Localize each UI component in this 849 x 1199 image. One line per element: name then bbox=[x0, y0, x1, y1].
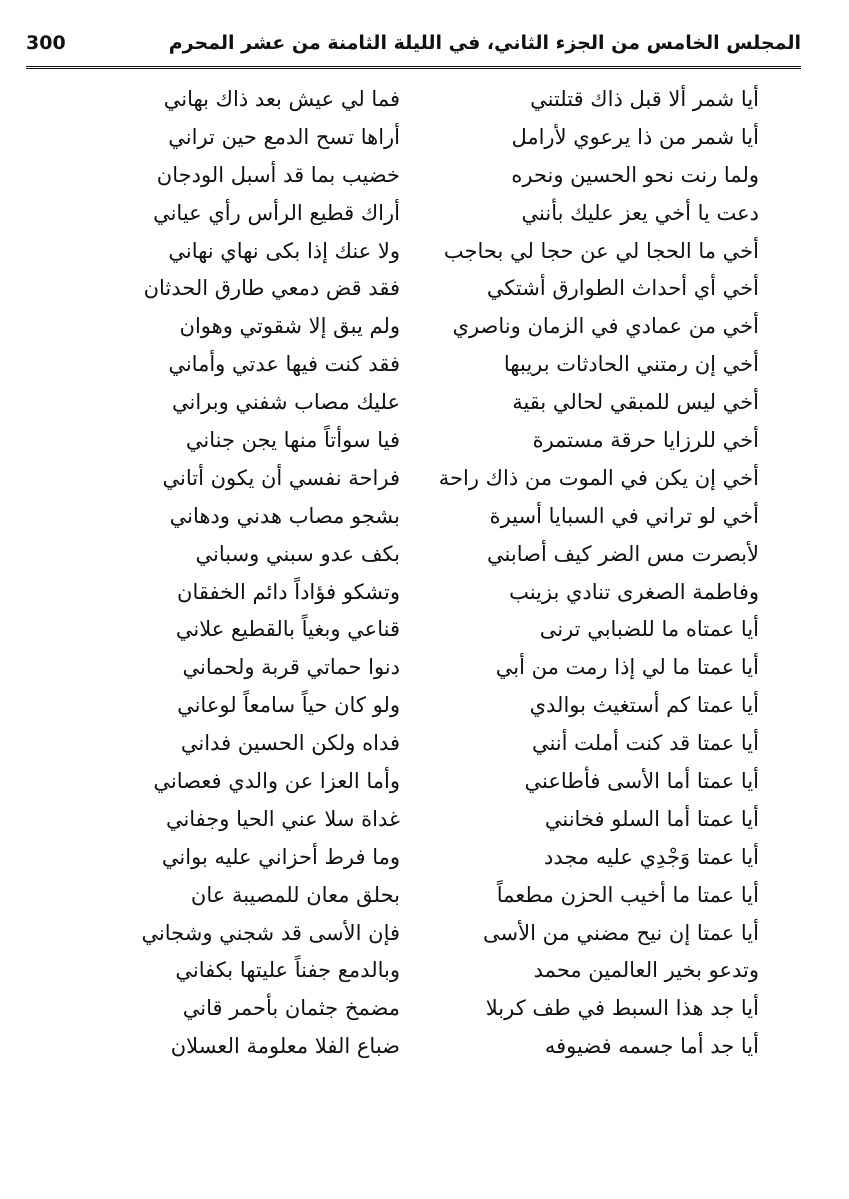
verse-line bbox=[70, 307, 759, 345]
verse-line bbox=[70, 648, 759, 686]
verse-first-hemistich: أيا عمتا وَجْدِي عليه مجدد bbox=[543, 844, 759, 869]
verse-first-hemistich: أخي للرزايا حرقة مستمرة bbox=[532, 428, 759, 453]
verse-second-hemistich: فإن الأسى قد شجني وشجاني bbox=[141, 920, 400, 945]
verse-first-hemistich: أخي ما الحجا لي عن حجا لي بحاجب bbox=[443, 238, 759, 263]
verse-first-hemistich: أيا عمتا قد كنت أملت أنني bbox=[531, 731, 759, 756]
verse-first-hemistich: أخي إن رمتني الحادثات بريبها bbox=[503, 352, 759, 377]
verse-second-hemistich: فما لي عيش بعد ذاك بهاني bbox=[163, 87, 400, 111]
verse-second-hemistich: بكف عدو سبني وسباني bbox=[195, 541, 400, 566]
verse-line bbox=[70, 194, 759, 232]
verse-second-hemistich: ضباع الفلا معلومة العسلان bbox=[170, 1034, 400, 1059]
verse-first-hemistich: أيا عمتا ما لي إذا رمت من أبي bbox=[495, 655, 759, 680]
verse-first-hemistich: أيا عمتا إن نيح مضني من الأسى bbox=[483, 920, 759, 945]
verse-line bbox=[70, 345, 759, 383]
verse-line bbox=[70, 610, 759, 648]
verse-second-hemistich: وبالدمع جفناً عليتها بكفاني bbox=[175, 958, 400, 983]
verse-line bbox=[70, 724, 759, 762]
verse-first-hemistich: ولما رنت نحو الحسين ونحره bbox=[511, 162, 759, 187]
poem-body bbox=[70, 80, 759, 1065]
page-header bbox=[26, 28, 801, 64]
verse-first-hemistich: أيا عمتا أما السلو فخانني bbox=[544, 806, 759, 831]
verse-first-hemistich: أخي من عمادي في الزمان وناصري bbox=[452, 314, 759, 339]
verse-first-hemistich: لأبصرت مس الضر كيف أصابني bbox=[487, 541, 759, 566]
verse-second-hemistich: خضيب بما قد أسبل الودجان bbox=[156, 162, 400, 187]
verse-second-hemistich: ولا عنك إذا بكى نهاي نهاني bbox=[168, 238, 400, 263]
verse-line bbox=[70, 497, 759, 535]
verse-line bbox=[70, 1027, 759, 1065]
verse-line bbox=[70, 232, 759, 270]
verse-second-hemistich: فداه ولكن الحسين فداني bbox=[180, 731, 400, 756]
verse-first-hemistich: وتدعو بخير العالمين محمد bbox=[533, 958, 759, 983]
verse-second-hemistich: ولم يبق إلا شقوتي وهوان bbox=[179, 314, 400, 339]
verse-line bbox=[70, 459, 759, 497]
verse-first-hemistich: دعت يا أخي يعز عليك بأنني bbox=[521, 200, 759, 225]
verse-line bbox=[70, 383, 759, 421]
verse-second-hemistich: غداة سلا عني الحيا وجفاني bbox=[165, 806, 400, 831]
verse-second-hemistich: فقد قض دمعي طارق الحدثان bbox=[143, 276, 400, 301]
verse-second-hemistich: فراحة نفسي أن يكون أتاني bbox=[162, 465, 400, 490]
verse-second-hemistich: ولو كان حياً سامعاً لوعاني bbox=[177, 693, 400, 718]
verse-line bbox=[70, 762, 759, 800]
verse-second-hemistich: وما فرط أحزاني عليه بواني bbox=[161, 844, 400, 869]
verse-first-hemistich: أيا جد أما جسمه فضيوفه bbox=[544, 1034, 759, 1059]
page-number: 300 bbox=[26, 32, 66, 54]
verse-second-hemistich: بشجو مصاب هدني ودهاني bbox=[169, 503, 400, 528]
verse-second-hemistich: أراها تسح الدمع حين تراني bbox=[168, 124, 400, 149]
verse-first-hemistich: أخي ليس للمبقي لحالي بقية bbox=[512, 390, 759, 415]
verse-line bbox=[70, 686, 759, 724]
verse-line bbox=[70, 269, 759, 307]
verse-line bbox=[70, 535, 759, 573]
verse-second-hemistich: دنوا حماتي قربة ولحماني bbox=[182, 655, 400, 680]
verse-line bbox=[70, 876, 759, 914]
verse-line bbox=[70, 989, 759, 1027]
verse-second-hemistich: قناعي وبغياً بالقطيع علاني bbox=[175, 617, 400, 642]
verse-first-hemistich: أيا عمتاه ما للضبابي ترنى bbox=[539, 617, 759, 642]
verse-first-hemistich: أيا عمتا أما الأسى فأطاعني bbox=[524, 769, 759, 794]
verse-line bbox=[70, 838, 759, 876]
verse-second-hemistich: فيا سوأتاً منها يجن جناني bbox=[185, 428, 400, 453]
verse-second-hemistich: فقد كنت فيها عدتي وأماني bbox=[168, 352, 400, 377]
verse-line bbox=[70, 573, 759, 611]
verse-first-hemistich: أخي لو تراني في السبايا أسيرة bbox=[489, 503, 759, 528]
verse-second-hemistich: أراك قطيع الرأس رأي عياني bbox=[153, 200, 400, 225]
verse-line bbox=[70, 118, 759, 156]
verse-first-hemistich: وفاطمة الصغرى تنادي بزينب bbox=[509, 579, 759, 604]
verse-line bbox=[70, 914, 759, 952]
verse-first-hemistich: أيا عمتا كم أستغيث بوالدي bbox=[529, 693, 759, 718]
verse-line bbox=[70, 951, 759, 989]
verse-first-hemistich: أخي أي أحداث الطوارق أشتكي bbox=[486, 276, 759, 301]
verse-line bbox=[70, 800, 759, 838]
verse-first-hemistich: أيا جد هذا السبط في طف كربلا bbox=[485, 996, 759, 1021]
verse-first-hemistich: أخي إن يكن في الموت من ذاك راحة bbox=[438, 465, 759, 490]
verse-line bbox=[70, 156, 759, 194]
verse-line bbox=[70, 80, 759, 118]
verse-first-hemistich: أيا شمر من ذا يرعوي لأرامل bbox=[511, 124, 759, 149]
verse-first-hemistich: أيا عمتا ما أخيب الحزن مطعماً bbox=[496, 882, 759, 907]
verse-line bbox=[70, 421, 759, 459]
verse-second-hemistich: بحلق معان للمصيبة عان bbox=[190, 882, 400, 907]
header-divider bbox=[26, 66, 801, 69]
verse-second-hemistich: وتشكو فؤاداً دائم الخفقان bbox=[177, 579, 400, 604]
verse-second-hemistich: مضمخ جثمان بأحمر قاني bbox=[182, 996, 400, 1021]
verse-second-hemistich: وأما العزا عن والدي فعصاني bbox=[153, 769, 400, 794]
verse-first-hemistich: أيا شمر ألا قبل ذاك قتلتني bbox=[530, 87, 759, 111]
verse-second-hemistich: عليك مصاب شفني وبراني bbox=[172, 390, 400, 415]
running-title: المجلس الخامس من الجزء الثاني، في الليلة الثامنة من عشر المحرم bbox=[168, 32, 801, 54]
